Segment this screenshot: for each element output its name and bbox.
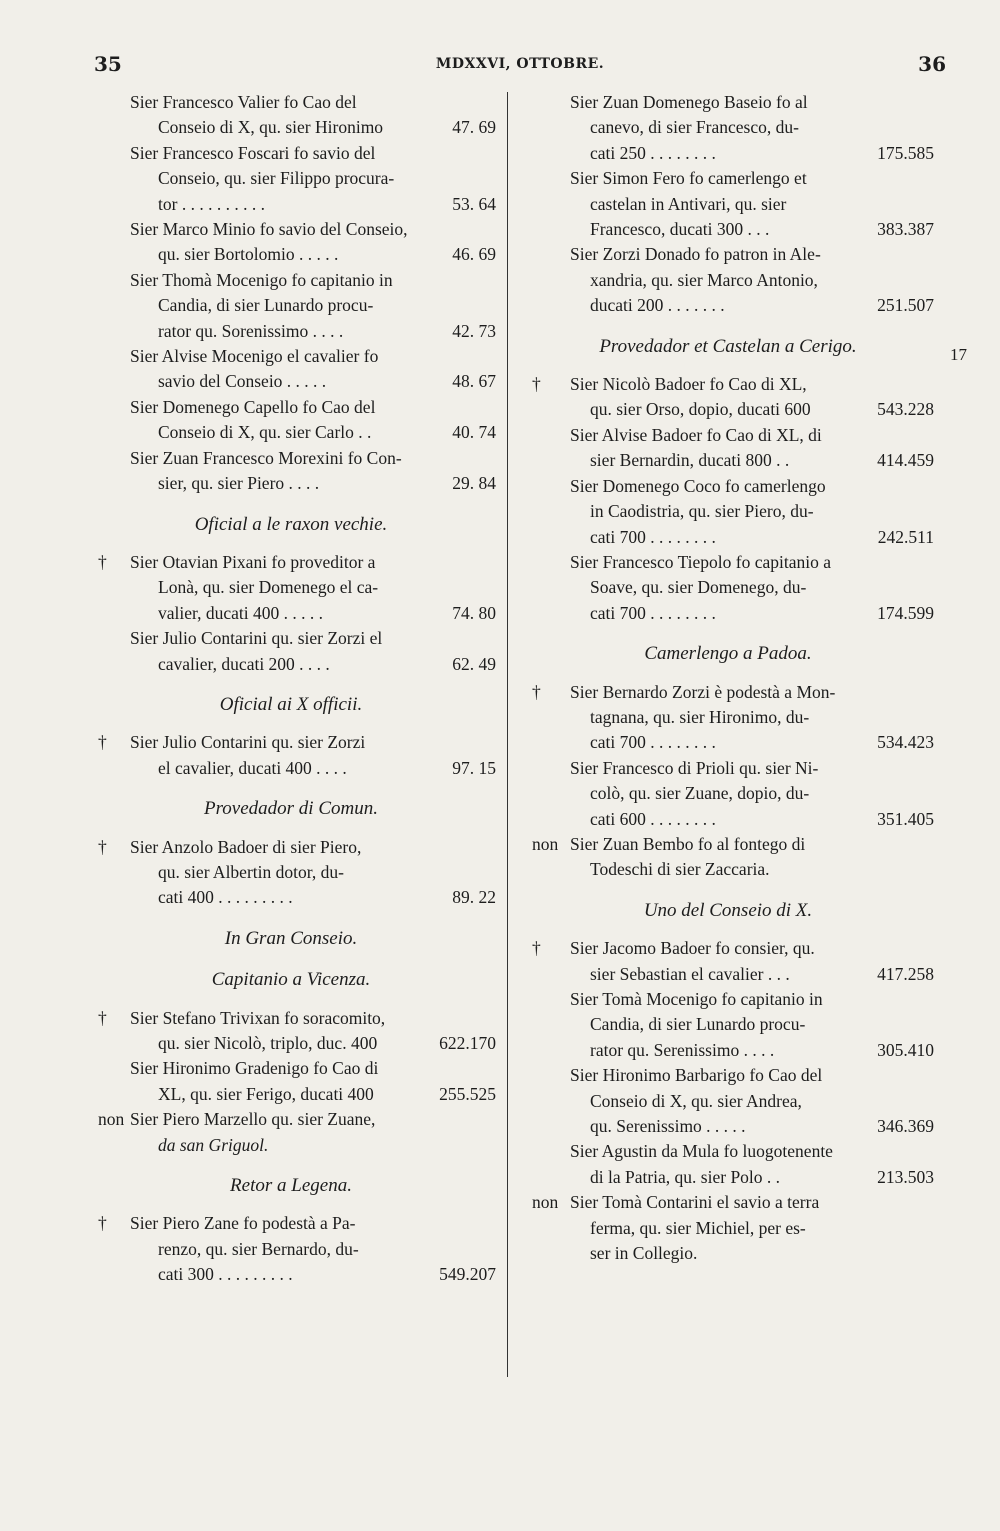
candidate-entry: [76, 217, 506, 268]
vote-count: 346.369: [877, 1116, 934, 1137]
entry-line: cati 600 . . . . . . . .: [590, 808, 716, 829]
vote-count: 251.507: [877, 295, 934, 316]
entry-line: cati 700 . . . . . . . .: [590, 732, 716, 753]
section-heading: Capitanio a Vicenza.: [211, 969, 371, 991]
entry-line: qu. Serenissimo . . . . .: [590, 1116, 746, 1137]
vote-count: 89. 22: [452, 887, 496, 908]
entry-line: Sier Tomà Mocenigo fo capitanio in: [570, 989, 823, 1009]
elected-dagger-mark: †: [98, 551, 107, 572]
column-divider: [507, 92, 508, 1377]
candidate-entry: [518, 756, 938, 832]
entry-line: in Caodistria, qu. sier Piero, du-: [590, 501, 814, 522]
candidate-entry: [76, 1211, 506, 1287]
entry-line: rator qu. Serenissimo . . . .: [590, 1039, 775, 1060]
candidate-entry: [518, 832, 938, 883]
page-number-right: 36: [918, 52, 946, 76]
candidate-entry: [518, 680, 938, 756]
entry-line: Sier Domenego Coco fo camerlengo: [570, 475, 826, 496]
entry-line: colò, qu. sier Zuane, dopio, du-: [590, 783, 810, 804]
entry-line: cati 700 . . . . . . . .: [590, 526, 716, 547]
vote-count: 305.410: [877, 1039, 934, 1060]
entry-line: Sier Jacomo Badoer fo consier, qu.: [570, 938, 815, 959]
entry-line: Francesco, ducati 300 . . .: [590, 219, 770, 240]
vote-count: 417.258: [877, 963, 934, 984]
entry-line: Soave, qu. sier Domenego, du-: [590, 577, 807, 598]
entry-line: Sier Thomà Mocenigo fo capitanio in: [130, 269, 393, 290]
candidate-entry: [518, 474, 938, 550]
page-number-left: 35: [94, 52, 122, 76]
candidate-entry: [518, 90, 938, 166]
entry-line: Todeschi di sier Zaccaria.: [590, 859, 770, 880]
entry-line: Sier Francesco Valier fo Cao del: [130, 92, 357, 112]
entry-line: Sier Zorzi Donado fo patron in Ale-: [570, 244, 821, 265]
entry-line: cati 700 . . . . . . . .: [590, 602, 716, 623]
elected-dagger-mark: †: [532, 938, 541, 959]
entry-line: Sier Marco Minio fo savio del Conseio,: [130, 219, 408, 240]
entry-line: sier Bernardin, ducati 800 . .: [590, 450, 790, 471]
entry-line: qu. sier Bortolomio . . . . .: [158, 244, 339, 265]
entry-line: Sier Piero Marzello qu. sier Zuane,: [130, 1109, 376, 1130]
vote-count: 175.585: [877, 142, 934, 163]
entry-line: Candia, di sier Lunardo procu-: [158, 295, 374, 316]
entry-line: Sier Piero Zane fo podestà a Pa-: [130, 1213, 356, 1234]
vote-count: 242.511: [877, 526, 934, 547]
entry-line: cati 300 . . . . . . . . .: [158, 1264, 293, 1285]
entry-line: qu. sier Orso, dopio, ducati 600: [590, 399, 811, 420]
entry-line: xandria, qu. sier Marco Antonio,: [590, 269, 818, 290]
candidate-entry: [518, 1139, 938, 1190]
rejected-mark: non: [532, 1192, 559, 1213]
candidate-entry: [76, 835, 506, 911]
entry-line: Sier Domenego Capello fo Cao del: [130, 396, 376, 417]
candidate-entry: [76, 730, 506, 781]
vote-count: 534.423: [877, 732, 934, 753]
entry-line: Sier Alvise Badoer fo Cao di XL, di: [570, 424, 822, 445]
candidate-entry: [518, 1063, 938, 1139]
vote-count: 549.207: [439, 1264, 496, 1285]
candidate-entry: [518, 242, 938, 318]
candidate-entry: [76, 446, 506, 497]
entry-line: XL, qu. sier Ferigo, ducati 400: [158, 1083, 374, 1104]
entry-line: rator qu. Sorenissimo . . . .: [158, 320, 344, 341]
entry-line: cati 400 . . . . . . . . .: [158, 887, 293, 908]
candidate-entry: [76, 1006, 506, 1057]
vote-count: 213.503: [877, 1166, 934, 1187]
entry-line: ducati 200 . . . . . . .: [590, 295, 725, 316]
vote-count: 40. 74: [452, 422, 496, 443]
entry-line: Sier Francesco di Prioli qu. sier Ni-: [570, 757, 819, 778]
entry-line: Sier Alvise Mocenigo el cavalier fo: [130, 346, 379, 367]
elected-dagger-mark: †: [532, 374, 541, 395]
entry-line: valier, ducati 400 . . . . .: [158, 602, 324, 623]
vote-count: 62. 49: [452, 653, 496, 674]
vote-count: 543.228: [877, 399, 934, 420]
section-heading: Oficial ai X officii.: [219, 693, 363, 715]
vote-count: 29. 84: [452, 473, 496, 494]
entry-line: Sier Francesco Foscari fo savio del: [130, 142, 376, 163]
entry-line: Sier Francesco Tiepolo fo capitanio a: [570, 551, 831, 572]
section-heading: Retor a Legena.: [230, 1175, 352, 1197]
elected-dagger-mark: †: [532, 681, 541, 702]
candidate-entry: [76, 344, 506, 395]
elected-dagger-mark: †: [98, 1213, 107, 1234]
entry-line: cati 250 . . . . . . . .: [590, 142, 716, 163]
entry-line: ser in Collegio.: [590, 1243, 698, 1264]
entry-line: Conseio di X, qu. sier Andrea,: [590, 1090, 802, 1111]
entry-line: Sier Bernardo Zorzi è podestà a Mon-: [570, 681, 836, 702]
section-heading: In Gran Conseio.: [224, 927, 358, 949]
vote-count: 622.170: [439, 1033, 496, 1053]
vote-count: 351.405: [877, 808, 934, 829]
vote-count: 42. 73: [452, 320, 496, 341]
entry-line: Sier Hironimo Gradenigo fo Cao di: [130, 1058, 379, 1079]
rejected-mark: non: [98, 1109, 125, 1130]
candidate-entry: [518, 936, 938, 987]
entry-line: sier, qu. sier Piero . . . .: [158, 473, 320, 494]
section-heading: Uno del Conseio di X.: [643, 899, 813, 921]
entry-line: ferma, qu. sier Michiel, per es-: [590, 1217, 806, 1238]
entry-line: Sier Simon Fero fo camerlengo et: [570, 168, 807, 189]
vote-count: 383.387: [877, 219, 934, 240]
section-heading: Oficial a le raxon vechie.: [194, 513, 388, 535]
vote-count: 74. 80: [452, 602, 496, 623]
right-column: [518, 90, 938, 1266]
left-column: [76, 90, 506, 1288]
entry-line: el cavalier, ducati 400 . . . .: [158, 757, 347, 778]
elected-dagger-mark: †: [98, 1007, 107, 1028]
entry-line: Conseio di X, qu. sier Carlo . .: [158, 422, 372, 443]
entry-line: Sier Hironimo Barbarigo fo Cao del: [570, 1065, 823, 1086]
entry-line: Conseio di X, qu. sier Hironimo: [158, 117, 384, 138]
entry-line: tor . . . . . . . . . .: [158, 193, 265, 214]
elected-dagger-mark: †: [98, 732, 107, 753]
vote-count: 97. 15: [452, 757, 496, 778]
candidate-entry: [518, 423, 938, 474]
vote-count: 46. 69: [452, 244, 496, 265]
candidate-entry: [76, 550, 506, 626]
entry-line: Conseio, qu. sier Filippo procura-: [158, 168, 395, 189]
entry-line: Sier Tomà Contarini el savio a terra: [570, 1192, 820, 1213]
candidate-entry: [518, 1190, 938, 1266]
vote-count: 174.599: [877, 602, 934, 623]
entry-line: Sier Julio Contarini qu. sier Zorzi: [130, 732, 366, 753]
elected-dagger-mark: †: [98, 836, 107, 857]
entry-line: castelan in Antivari, qu. sier: [590, 193, 787, 214]
entry-line: Sier Nicolò Badoer fo Cao di XL,: [570, 374, 807, 395]
vote-count: 48. 67: [452, 371, 496, 392]
candidate-entry: [76, 395, 506, 446]
entry-line: Candia, di sier Lunardo procu-: [590, 1014, 806, 1035]
running-header: [90, 52, 950, 84]
entry-line: Lonà, qu. sier Domenego el ca-: [158, 577, 379, 598]
vote-count: 414.459: [877, 450, 934, 471]
entry-line: Sier Julio Contarini qu. sier Zorzi el: [130, 628, 383, 649]
entry-line: tagnana, qu. sier Hironimo, du-: [590, 706, 810, 727]
candidate-entry: [76, 141, 506, 217]
entry-line: sier Sebastian el cavalier . . .: [590, 963, 790, 984]
candidate-entry: [518, 372, 938, 423]
section-heading: Camerlengo a Padoa.: [644, 643, 812, 665]
vote-count: 255.525: [439, 1083, 496, 1104]
entry-line: di la Patria, qu. sier Polo . .: [590, 1166, 781, 1187]
candidate-entry: [76, 1107, 506, 1158]
entry-line: Sier Zuan Bembo fo al fontego di: [570, 833, 806, 854]
candidate-entry: [518, 987, 938, 1063]
entry-line: qu. sier Nicolò, triplo, duc. 400: [158, 1033, 378, 1053]
entry-line: canevo, di sier Francesco, du-: [590, 117, 799, 138]
candidate-entry: [76, 268, 506, 344]
section-heading: Provedador et Castelan a Cerigo.: [599, 335, 857, 357]
candidate-entry: [76, 90, 506, 141]
entry-line: Sier Stefano Trivixan fo soracomito,: [130, 1007, 386, 1028]
entry-line: savio del Conseio . . . . .: [158, 371, 327, 392]
entry-line: Sier Zuan Francesco Morexini fo Con-: [130, 447, 402, 468]
candidate-entry: [76, 626, 506, 677]
candidate-entry: [76, 1056, 506, 1107]
vote-count: 53. 64: [452, 193, 496, 214]
entry-line: Sier Anzolo Badoer di sier Piero,: [130, 836, 362, 857]
entry-line: qu. sier Albertin dotor, du-: [158, 861, 344, 882]
rejected-mark: non: [532, 833, 559, 854]
entry-line: Sier Otavian Pixani fo proveditor a: [130, 551, 376, 572]
candidate-entry: [518, 166, 938, 242]
entry-line: renzo, qu. sier Bernardo, du-: [158, 1238, 359, 1259]
entry-line: da san Griguol.: [158, 1134, 269, 1155]
candidate-entry: [518, 550, 938, 626]
entry-line: Sier Zuan Domenego Baseio fo al: [570, 92, 808, 112]
section-heading: Provedador di Comun.: [204, 798, 378, 820]
entry-line: cavalier, ducati 200 . . . .: [158, 653, 330, 674]
margin-note: 17: [950, 345, 967, 364]
header-title: MDXXVI, OTTOBRE.: [435, 56, 605, 72]
entry-line: Sier Agustin da Mula fo luogotenente: [570, 1141, 833, 1162]
vote-count: 47. 69: [452, 117, 496, 138]
